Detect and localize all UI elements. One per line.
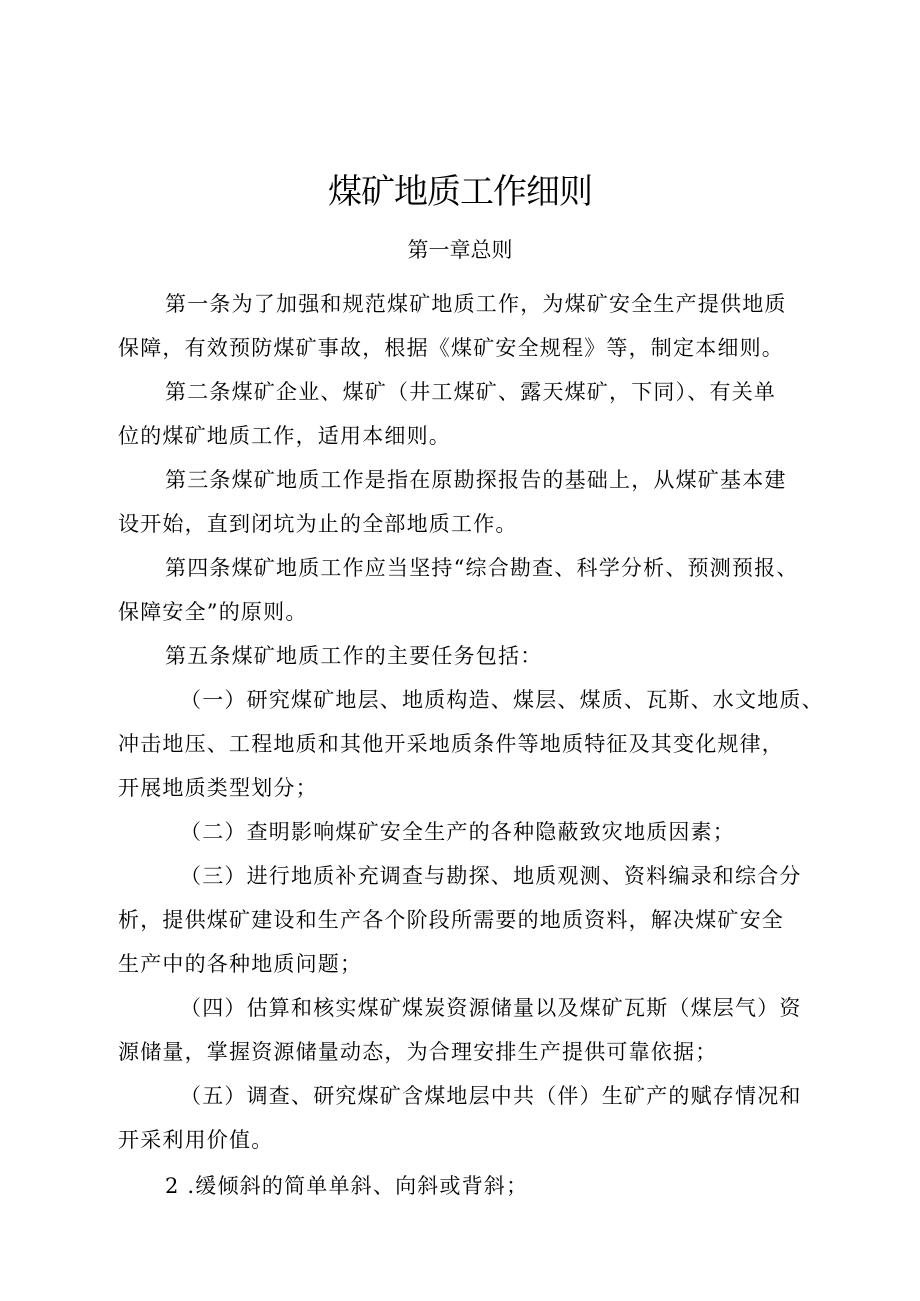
article-1-line-1: 第一条为了加强和规范煤矿地质工作，为煤矿安全生产提供地质 [165,292,787,316]
numbered-item-2: 2 .缓倾斜的简单单斜、向斜或背斜； [165,1174,529,1198]
article-2-line-2: 位的煤矿地质工作，适用本细则。 [118,424,451,448]
article-3-line-1: 第三条煤矿地质工作是指在原勘探报告的基础上，从煤矿基本建 [165,468,787,492]
article-4-line-1: 第四条煤矿地质工作应当坚持“综合勘查、科学分析、预测预报、 [165,556,799,580]
item-5-line-1: （五）调查、研究煤矿含煤地层中共（伴）生矿产的赋存情况和 [180,1084,802,1108]
item-4-line-2: 源储量，掌握资源储量动态，为合理安排生产提供可靠依据； [118,1040,718,1064]
article-1-line-2: 保障，有效预防煤矿事故，根据《煤矿安全规程》等，制定本细则。 [118,336,784,360]
article-5-intro: 第五条煤矿地质工作的主要任务包括： [165,644,543,668]
item-5-line-2: 开采利用价值。 [118,1128,274,1152]
item-1-line-1: （一）研究煤矿地层、地质构造、煤层、煤质、瓦斯、水文地质、 [180,688,824,712]
item-2-line-1: （二）查明影响煤矿安全生产的各种隐蔽致灾地质因素； [180,820,735,844]
item-1-line-2: 冲击地压、工程地质和其他开采地质条件等地质特征及其变化规律， [118,732,784,756]
item-3-line-3: 生产中的各种地质问题； [118,952,363,976]
article-3-line-2: 设开始，直到闭坑为止的全部地质工作。 [118,512,518,536]
chapter-heading: 第一章总则 [407,238,513,262]
item-3-line-2: 析，提供煤矿建设和生产各个阶段所需要的地质资料，解决煤矿安全 [118,908,784,932]
document-title: 煤矿地质工作细则 [328,172,592,212]
item-1-line-3: 开展地质类型划分； [118,776,318,800]
item-4-line-1: （四）估算和核实煤矿煤炭资源储量以及煤矿瓦斯（煤层气）资 [180,996,802,1020]
article-4-line-2: 保障安全”的原则。 [118,600,308,624]
item-3-line-1: （三）进行地质补充调查与勘探、地质观测、资料编录和综合分 [180,864,802,888]
article-2-line-1: 第二条煤矿企业、煤矿（井工煤矿、露天煤矿，下同）、有关单 [165,380,777,404]
